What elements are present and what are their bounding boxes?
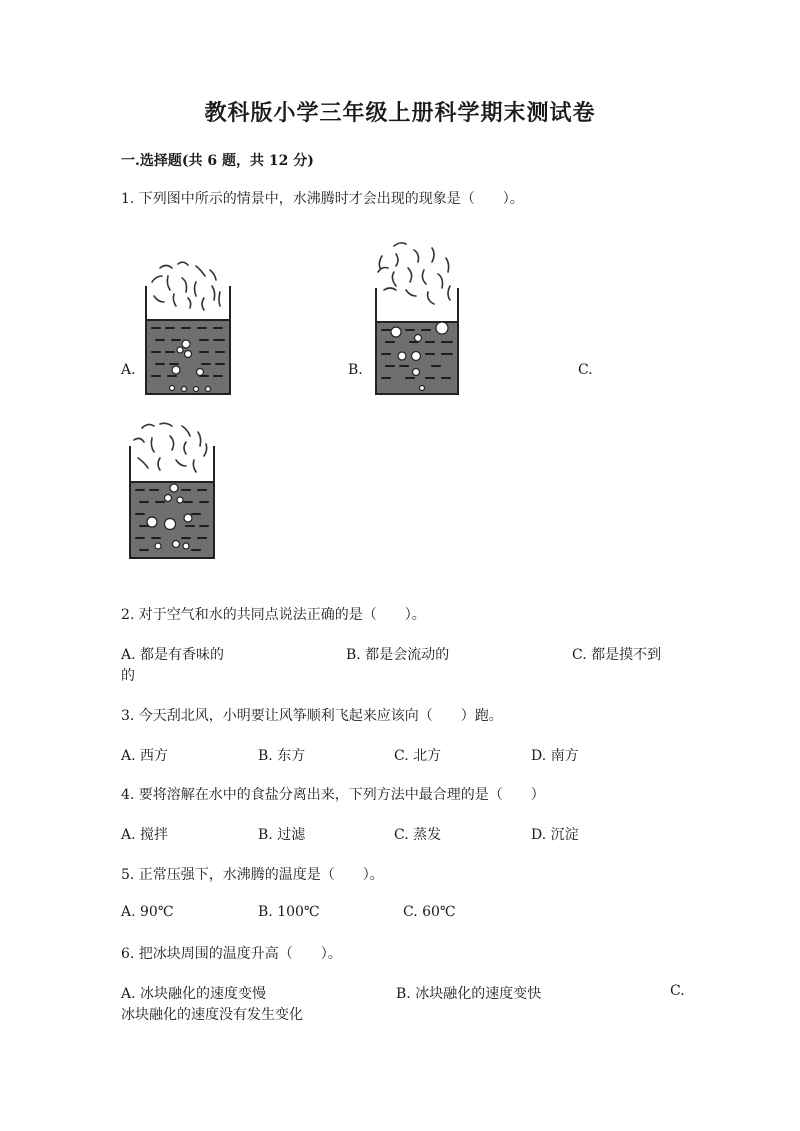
q3-option-c[interactable]: C. 北方 bbox=[394, 748, 442, 764]
q3-option-a[interactable]: A. 西方 bbox=[121, 748, 169, 764]
q2-option-b[interactable]: B. 都是会流动的 bbox=[346, 647, 450, 663]
q5-option-b[interactable]: B. 100℃ bbox=[258, 904, 320, 920]
q6-option-c[interactable]: C. bbox=[670, 983, 685, 999]
q1-option-a[interactable]: A. bbox=[121, 362, 136, 378]
q1-option-b[interactable]: B. bbox=[348, 362, 363, 378]
question-2-stem: 2. 对于空气和水的共同点说法正确的是（ ）。 bbox=[121, 607, 426, 623]
q6-option-b[interactable]: B. 冰块融化的速度变快 bbox=[396, 986, 542, 1002]
question-1-stem: 1. 下列图中所示的情景中，水沸腾时才会出现的现象是（ ）。 bbox=[121, 191, 524, 207]
page-title: 教科版小学三年级上册科学期末测试卷 bbox=[204, 100, 596, 126]
q2-option-a[interactable]: A. 都是有香味的 bbox=[121, 647, 225, 663]
beaker-c-icon bbox=[122, 418, 222, 562]
question-6-stem: 6. 把冰块周围的温度升高（ ）。 bbox=[121, 946, 342, 962]
q3-option-b[interactable]: B. 东方 bbox=[258, 748, 306, 764]
q5-option-c[interactable]: C. 60℃ bbox=[403, 904, 456, 920]
question-3-stem: 3. 今天刮北风，小明要让风筝顺利飞起来应该向（ ）跑。 bbox=[121, 708, 503, 724]
q5-option-a[interactable]: A. 90℃ bbox=[121, 904, 174, 920]
q6-option-c-wrap: 冰块融化的速度没有发生变化 bbox=[121, 1007, 303, 1023]
q2-option-c[interactable]: C. 都是摸不到 bbox=[572, 647, 662, 663]
q3-option-d[interactable]: D. 南方 bbox=[531, 748, 579, 764]
beaker-a-icon bbox=[138, 258, 238, 398]
beaker-b-icon bbox=[366, 238, 466, 398]
q6-option-a[interactable]: A. 冰块融化的速度变慢 bbox=[121, 986, 267, 1002]
q2-option-c-wrap: 的 bbox=[121, 668, 135, 684]
q4-option-c[interactable]: C. 蒸发 bbox=[394, 827, 442, 843]
q1-option-c[interactable]: C. bbox=[578, 362, 593, 378]
q4-option-d[interactable]: D. 沉淀 bbox=[531, 827, 579, 843]
q4-option-a[interactable]: A. 搅拌 bbox=[121, 827, 169, 843]
q4-option-b[interactable]: B. 过滤 bbox=[258, 827, 306, 843]
question-5-stem: 5. 正常压强下，水沸腾的温度是（ ）。 bbox=[121, 867, 384, 883]
section-heading: 一.选择题(共 6 题，共 12 分) bbox=[121, 153, 314, 169]
question-4-stem: 4. 要将溶解在水中的食盐分离出来，下列方法中最合理的是（ ） bbox=[121, 787, 545, 803]
